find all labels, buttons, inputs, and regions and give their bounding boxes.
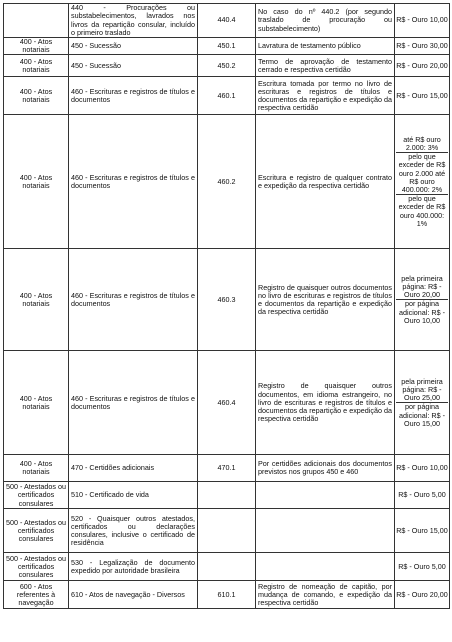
fee-value: pelo que exceder de R$ ouro 2.000 até R$ ouro 400.000: 2%: [396, 152, 448, 194]
category-cell: 400 - Atos notariais: [4, 455, 69, 482]
fee-value: por página adicional: R$ - Ouro 15,00: [396, 402, 448, 428]
code-cell: 460.3: [198, 249, 256, 351]
fee-value: pelo que exceder de R$ ouro 400.000: 1%: [396, 194, 448, 228]
table-row: [4, 581, 450, 609]
category-cell: 500 - Atestados ou certificados consulares: [4, 553, 69, 581]
table-row: [4, 55, 450, 77]
fee-value: R$ - Ouro 15,00: [396, 525, 448, 535]
description-cell: Escritura e registro de qualquer contrato e expedição da respectiva certidão: [256, 115, 395, 249]
table-row: [4, 351, 450, 455]
item-cell: 520 - Quaisquer outros atestados, certificados ou declarações consulares, inclusive o certificado de residência: [69, 509, 198, 553]
code-cell: 610.1: [198, 581, 256, 609]
item-cell: 510 - Certificado de vida: [69, 482, 198, 509]
item-cell: 530 - Legalização de documento expedido por autoridade brasileira: [69, 553, 198, 581]
code-cell: 450.2: [198, 55, 256, 77]
category-cell: 500 - Atestados ou certificados consulares: [4, 482, 69, 509]
fee-value: R$ - Ouro 5,00: [398, 490, 446, 500]
table-row: [4, 455, 450, 482]
code-cell: [198, 553, 256, 581]
item-cell: 450 - Sucessão: [69, 38, 198, 55]
code-cell: 450.1: [198, 38, 256, 55]
code-cell: 470.1: [198, 455, 256, 482]
category-cell: 600 - Atos referentes à navegação: [4, 581, 69, 609]
fee-value: pela primeira página: R$ - Ouro 25,00: [401, 376, 443, 403]
item-cell: 460 - Escrituras e registros de títulos e documentos: [69, 77, 198, 115]
description-cell: No caso do nº 440.2 (por segundo traslado de procuração ou substabelecimento): [256, 4, 395, 38]
table-row: [4, 553, 450, 581]
category-cell: 500 - Atestados ou certificados consulares: [4, 509, 69, 553]
description-cell: [256, 482, 395, 509]
code-cell: 460.4: [198, 351, 256, 455]
table-row: [4, 482, 450, 509]
category-cell: 400 - Atos notariais: [4, 38, 69, 55]
item-cell: 440 - Procurações ou substabelecimentos, lavrados nos livros da repartição consular, incluído o primeiro traslado: [69, 4, 198, 38]
fee-cell: [395, 482, 450, 509]
fee-value: R$ - Ouro 20,00: [396, 589, 448, 599]
item-cell: 450 - Sucessão: [69, 55, 198, 77]
description-cell: Registro de quaisquer outros documentos, em idioma estrangeiro, no livro de escrituras e registros de títulos e documentos da repartição e expedição da respectiva certidão: [256, 351, 395, 455]
fee-value: R$ - Ouro 10,00: [396, 463, 448, 473]
description-cell: [256, 509, 395, 553]
item-cell: 470 - Certidões adicionais: [69, 455, 198, 482]
item-cell: 460 - Escrituras e registros de títulos e documentos: [69, 115, 198, 249]
code-cell: [198, 482, 256, 509]
description-cell: Registro de nomeação de capitão, por mudança de comando, e expedição da respectiva certidão: [256, 581, 395, 609]
fee-cell: [395, 351, 450, 455]
fee-value: R$ - Ouro 5,00: [398, 561, 446, 571]
fee-value: por página adicional: R$ - Ouro 10,00: [396, 299, 448, 325]
fee-value: R$ - Ouro 30,00: [396, 41, 448, 51]
item-cell: 460 - Escrituras e registros de títulos e documentos: [69, 351, 198, 455]
fee-value: até R$ ouro 2.000: 3%: [403, 134, 441, 152]
table-row: [4, 509, 450, 553]
fee-cell: [395, 38, 450, 55]
fee-cell: [395, 55, 450, 77]
fee-cell: [395, 455, 450, 482]
fee-value: R$ - Ouro 20,00: [396, 60, 448, 70]
table-row: [4, 77, 450, 115]
fee-value: R$ - Ouro 10,00: [396, 15, 448, 25]
fee-cell: [395, 553, 450, 581]
fee-cell: [395, 115, 450, 249]
category-cell: 400 - Atos notariais: [4, 55, 69, 77]
fee-value: pela primeira página: R$ - Ouro 20,00: [401, 273, 443, 300]
category-cell: 400 - Atos notariais: [4, 115, 69, 249]
code-cell: 460.2: [198, 115, 256, 249]
fee-cell: [395, 249, 450, 351]
fee-schedule-table: [3, 3, 450, 609]
category-cell: 400 - Atos notariais: [4, 249, 69, 351]
fee-cell: [395, 4, 450, 38]
category-cell: 400 - Atos notariais: [4, 351, 69, 455]
description-cell: Lavratura de testamento público: [256, 38, 395, 55]
fee-value: R$ - Ouro 15,00: [396, 90, 448, 100]
fee-cell: [395, 77, 450, 115]
code-cell: 460.1: [198, 77, 256, 115]
table-row: [4, 249, 450, 351]
category-cell: [4, 4, 69, 38]
table-row: [4, 4, 450, 38]
description-cell: Registro de quaisquer outros documentos no livro de escrituras e registros de títulos e documentos da repartição e expedição da respectiva certidão: [256, 249, 395, 351]
table-row: [4, 38, 450, 55]
category-cell: 400 - Atos notariais: [4, 77, 69, 115]
description-cell: Escritura tomada por termo no livro de escrituras e registros de títulos e documentos da repartição e expedição da respectiva certidão: [256, 77, 395, 115]
fee-cell: [395, 581, 450, 609]
code-cell: [198, 509, 256, 553]
fee-cell: [395, 509, 450, 553]
table-row: [4, 115, 450, 249]
description-cell: Termo de aprovação de testamento cerrado e respectiva certidão: [256, 55, 395, 77]
code-cell: 440.4: [198, 4, 256, 38]
item-cell: 610 - Atos de navegação - Diversos: [69, 581, 198, 609]
item-cell: 460 - Escrituras e registros de títulos e documentos: [69, 249, 198, 351]
description-cell: [256, 553, 395, 581]
description-cell: Por certidões adicionais dos documentos previstos nos grupos 450 e 460: [256, 455, 395, 482]
